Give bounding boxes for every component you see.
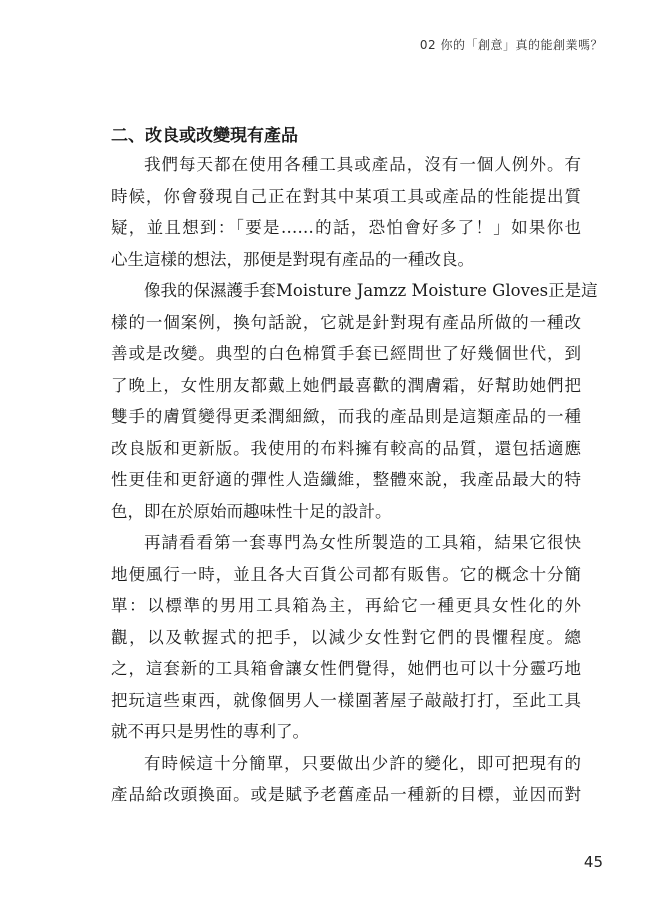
text-line: 善或是改變。典型的白色棉質手套已經問世了好幾個世代，到 [111,344,581,363]
text-line: 產品給改頭換面。或是賦予老舊產品一種新的目標，並因而對 [111,785,581,804]
text-line: 了晚上，女性朋友都戴上她們最喜歡的潤膚霜，好幫助她們把 [111,375,581,395]
text-line: 樣的一個案例，換句話說，它就是針對現有產品所做的一種改 [111,312,581,332]
text-line: 就不再只是男性的專利了。 [111,722,309,741]
text-line: 雙手的膚質變得更柔潤細緻，而我的產品則是這類產品的一種 [111,407,581,426]
text-line: 有時候這十分簡單，只要做出少許的變化，即可把現有的 [144,753,581,773]
paragraph [111,527,581,748]
text-line: 單：以標準的男用工具箱為主，再給它一種更具女性化的外 [111,596,581,615]
text-line: 改良版和更新版。我使用的布料擁有較高的品質，還包括適應 [111,438,581,458]
text-line: 時候，你會發現自己正在對其中某項工具或產品的性能提出質 [111,186,581,206]
body-text [111,149,598,811]
page-number: 45 [583,853,603,871]
text-line: 心生這樣的想法，那便是對現有產品的一種改良。 [111,249,474,269]
text-line: 疑，並且想到：「要是……的話，恐怕會好多了！」如果你也 [111,218,581,237]
paragraph [111,149,581,275]
text-line: 像我的保濕護手套Moisture Jamzz Moisture Gloves正是這 [144,281,598,300]
paragraph [111,748,581,811]
text-line: 地便風行一時，並且各大百貨公司都有販售。它的概念十分簡 [111,564,581,584]
text-line: 色，即在於原始而趣味性十足的設計。 [111,501,392,521]
text-line: 性更佳和更舒適的彈性人造纖維，整體來說，我產品最大的特 [111,470,581,489]
text-line: 我們每天都在使用各種工具或產品，沒有一個人例外。有 [144,155,581,174]
running-head: 02 你的「創意」真的能創業嗎？ [419,38,603,52]
paragraph [111,275,598,527]
section-title: 二、改良或改變現有產品 [111,126,298,146]
text-line: 觀，以及軟握式的把手，以減少女性對它們的畏懼程度。總 [111,627,581,647]
text-line: 之，這套新的工具箱會讓女性們覺得，她們也可以十分靈巧地 [111,659,581,678]
text-line: 把玩這些東西，就像個男人一樣圍著屋子敲敲打打，至此工具 [111,690,581,710]
text-line: 再請看看第一套專門為女性所製造的工具箱，結果它很快 [144,533,581,552]
